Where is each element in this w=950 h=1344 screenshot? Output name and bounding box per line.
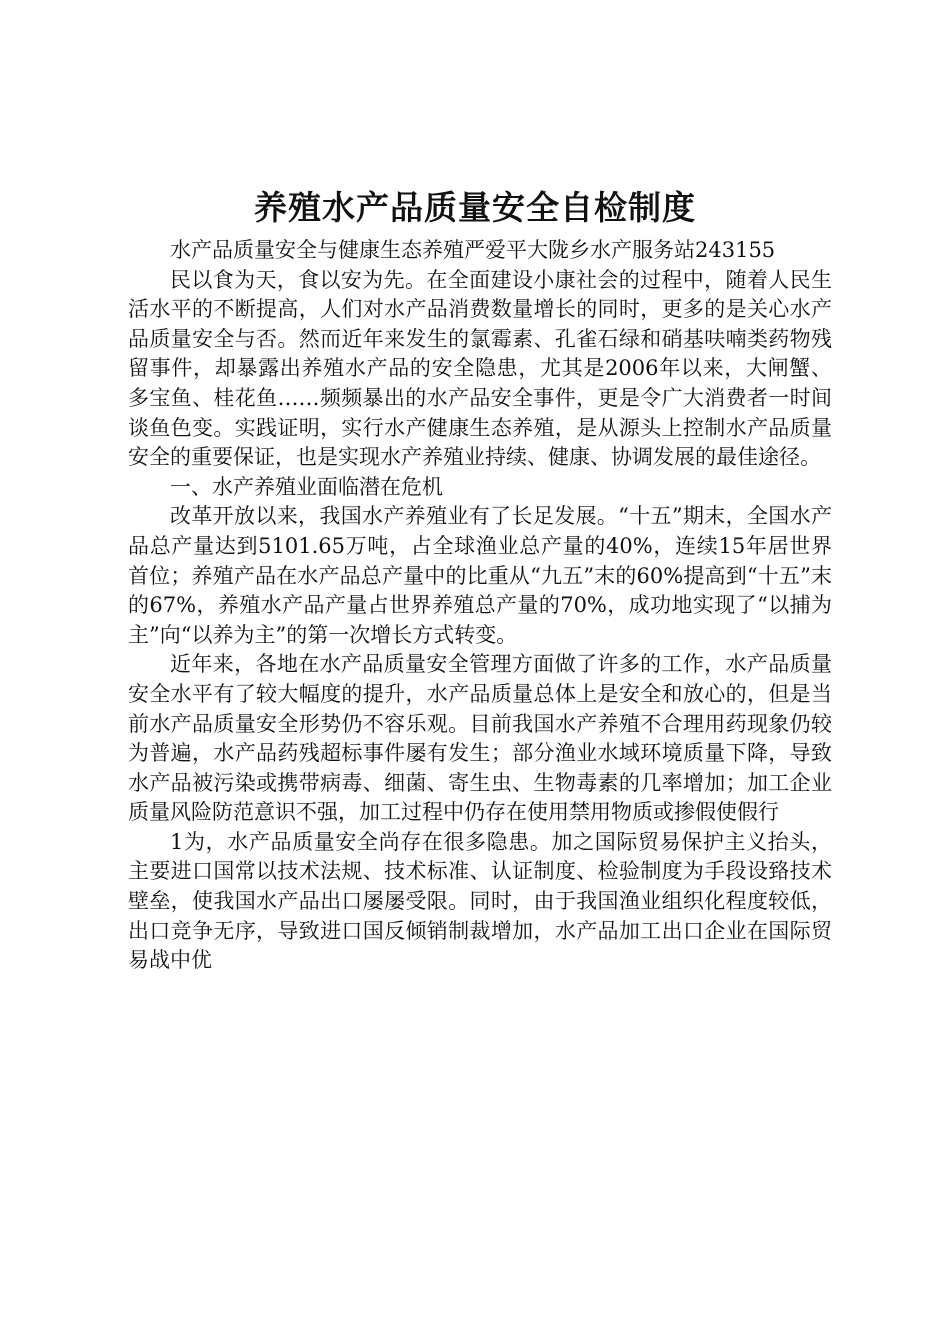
document-body	[128, 236, 832, 976]
body-paragraph: 近年来，各地在水产品质量安全管理方面做了许多的工作，水产品质量安全水平有了较大幅度的提升，水产品质量总体上是安全和放心的，但是当前水产品质量安全形势仍不容乐观。目前我国水产养殖不合理用药现象仍较为普遍，水产品药残超标事件屡有发生；部分渔业水域环境质量下降，导致水产品被污染或携带病毒、细菌、寄生虫、生物毒素的几率增加；加工企业质量风险防范意识不强，加工过程中仍存在使用禁用物质或掺假使假行	[128, 652, 832, 825]
intro-paragraph: 民以食为天，食以安为先。在全面建设小康社会的过程中，随着人民生活水平的不断提高，人们对水产品消费数量增长的同时，更多的是关心水产品质量安全与否。然而近年来发生的氯霉素、孔雀石绿和硝基呋喃类药物残留事件，却暴露出养殖水产品的安全隐患，尤其是2006年以来，大闸蟹、多宝鱼、桂花鱼……频频暴出的水产品安全事件，更是令广大消费者一时间谈鱼色变。实践证明，实行水产健康生态养殖，是从源头上控制水产品质量安全的重要保证，也是实现水产养殖业持续、健康、协调发展的最佳途径。	[128, 267, 832, 470]
document-title: 养殖水产品质量安全自检制度	[254, 188, 696, 227]
body-paragraph: 改革开放以来，我国水产养殖业有了长足发展。“十五”期末，全国水产品总产量达到5101.65万吨，占全球渔业总产量的40%，连续15年居世界首位；养殖产品在水产品总产量中的比重从“九五”末的60%提高到“十五”末的67%，养殖水产品产量占世界养殖总产量的70%，成功地实现了“以捕为主”向“以养为主”的第一次增长方式转变。	[128, 504, 832, 647]
byline-paragraph: 水产品质量安全与健康生态养殖严爱平大陇乡水产服务站243155	[170, 238, 776, 262]
body-paragraph: 1为，水产品质量安全尚存在很多隐患。加之国际贸易保护主义抬头，主要进口国常以技术法规、技术标准、认证制度、检验制度为手段设臵技术壁垒，使我国水产品出口屡屡受限。同时，由于我国渔业组织化程度较低，出口竞争无序，导致进口国反倾销制裁增加，水产品加工出口企业在国际贸易战中优	[128, 829, 832, 973]
section-heading: 一、水产养殖业面临潜在危机	[170, 474, 443, 499]
